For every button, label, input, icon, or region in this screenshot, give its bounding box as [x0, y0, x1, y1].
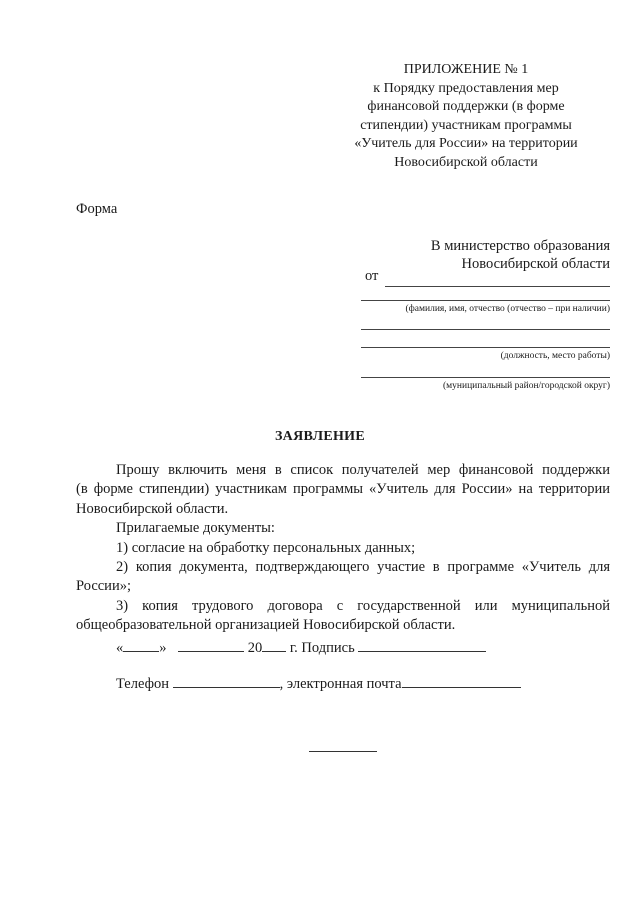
position-blank-line-2[interactable]	[361, 347, 610, 348]
day-blank[interactable]	[123, 637, 159, 652]
month-blank[interactable]	[178, 637, 244, 652]
email-label: , электронная почта	[279, 676, 402, 692]
appendix-line: стипендии) участникам программы	[360, 117, 572, 133]
close-quote: »	[159, 640, 167, 656]
document-title: ЗАЯВЛЕНИЕ	[274, 429, 365, 444]
attachment-item-3: 3) копия трудового договора с государственной или муниципальной общеобразовательной организацией Новосибирской области.	[76, 597, 610, 634]
application-body	[76, 461, 610, 636]
district-caption: (муниципальный район/городской округ)	[443, 381, 610, 391]
request-paragraph: (в форме стипендии) участникам программы «Учитель для России» на территории Новосибирской области.	[76, 481, 610, 517]
signature-label: г. Подпись	[289, 640, 355, 656]
appendix-line: Новосибирской области	[394, 154, 538, 170]
appendix-line: финансовой поддержки (в форме	[367, 99, 565, 114]
email-blank[interactable]	[402, 673, 521, 688]
signature-blank[interactable]	[358, 637, 486, 652]
contact-row	[116, 673, 521, 693]
recipient-line-2: Новосибирской области	[461, 256, 610, 272]
recipient-block	[340, 237, 610, 273]
district-blank-line[interactable]	[361, 377, 610, 378]
attachment-item-2: 2) копия документа, подтверждающего участие в программе «Учитель для России»;	[76, 559, 610, 595]
from-name-blank-line[interactable]	[385, 286, 610, 287]
form-label: Форма	[76, 201, 118, 217]
phone-blank[interactable]	[173, 673, 280, 688]
attachments-label: Прилагаемые документы:	[116, 520, 275, 537]
date-signature-row	[116, 637, 486, 657]
position-blank-line-1[interactable]	[361, 329, 610, 330]
year-prefix: 20	[247, 640, 263, 656]
position-caption: (должность, место работы)	[500, 351, 610, 361]
recipient-line-1: В министерство образования	[430, 238, 610, 254]
request-first-line: Прошу включить меня в список получателей мер финансовой поддержки	[116, 462, 610, 478]
appendix-header	[330, 61, 602, 172]
open-quote: «	[116, 640, 124, 656]
appendix-line: к Порядку предоставления мер	[373, 80, 559, 96]
year-blank[interactable]	[262, 637, 286, 652]
name-blank-line-2[interactable]	[361, 300, 610, 301]
attachment-item-1: 1) согласие на обработку персональных данных;	[116, 539, 416, 556]
appendix-line: «Учитель для России» на территории	[354, 136, 578, 151]
from-label: от	[365, 268, 379, 284]
appendix-title: ПРИЛОЖЕНИЕ № 1	[403, 62, 529, 77]
name-caption: (фамилия, имя, отчество (отчество – при наличии)	[405, 304, 610, 314]
phone-label: Телефон	[116, 676, 169, 692]
footer-divider	[309, 751, 377, 752]
